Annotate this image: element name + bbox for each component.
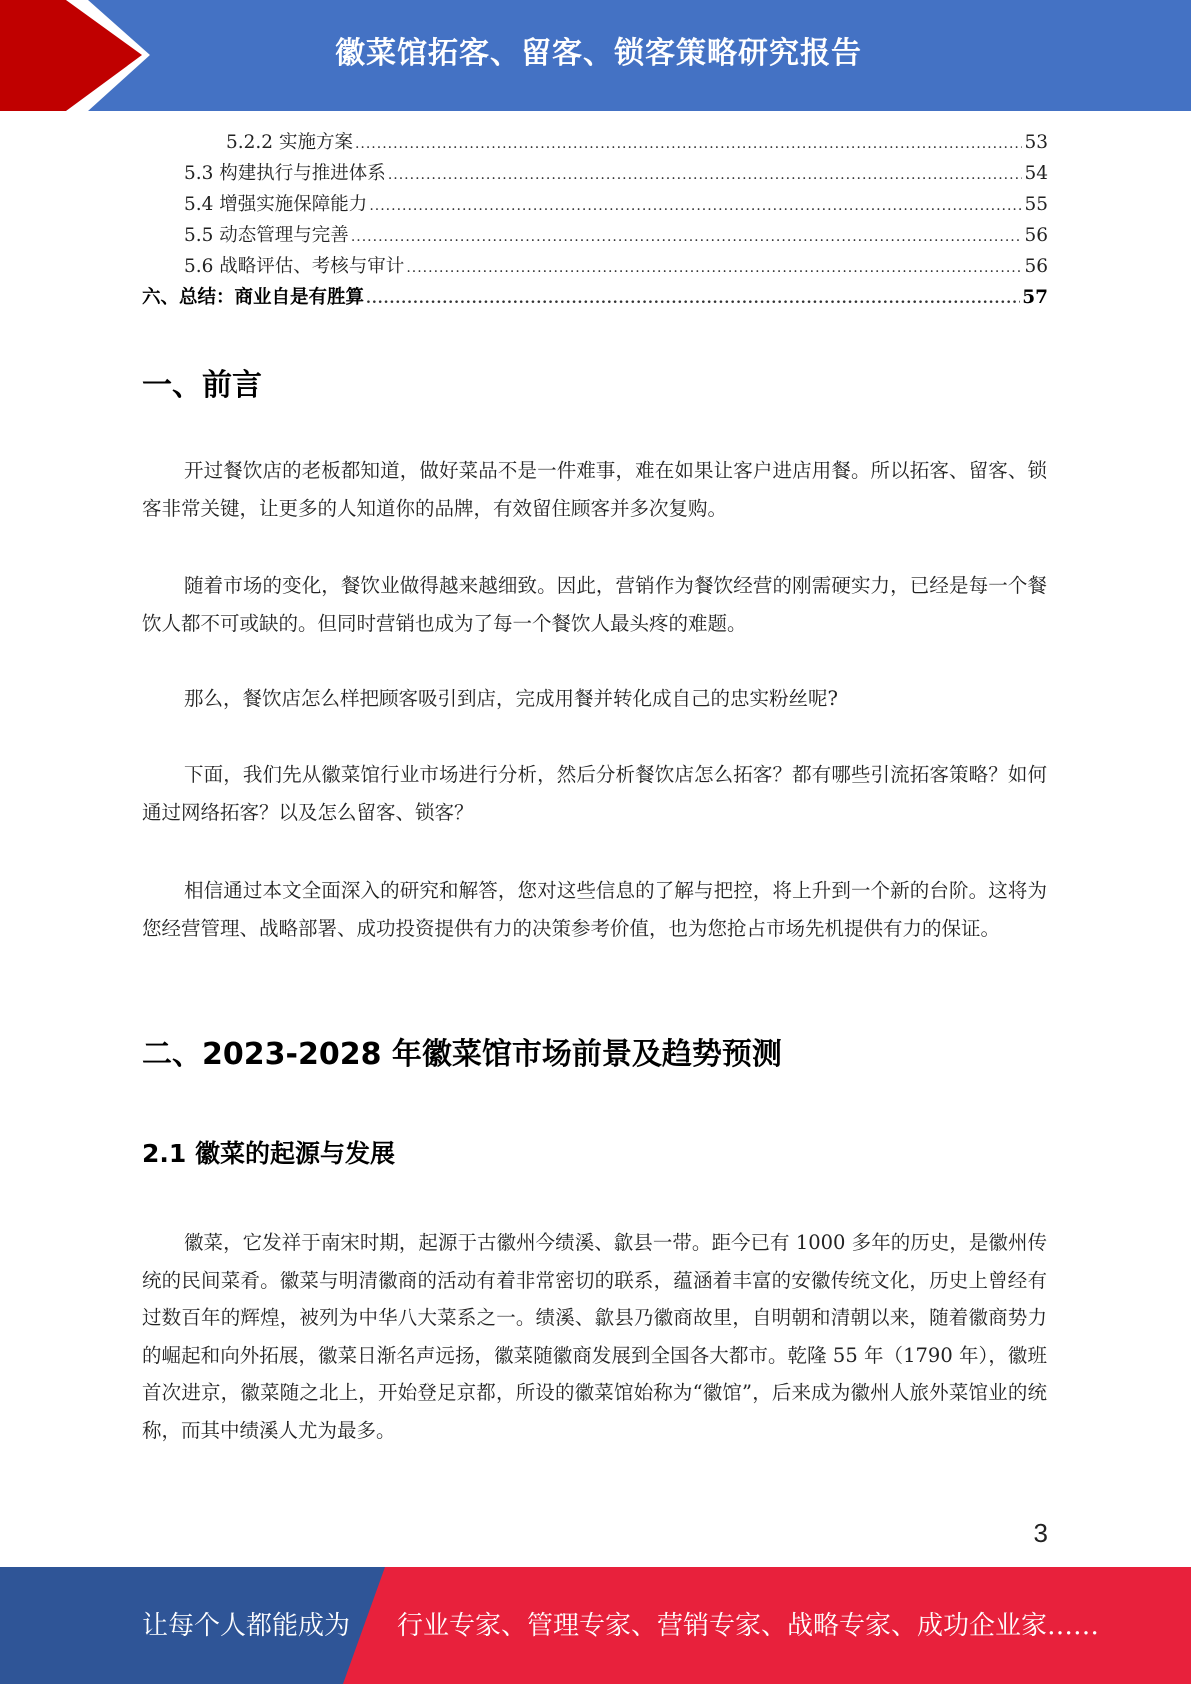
header-title: 徽菜馆拓客、留客、锁客策略研究报告: [335, 36, 862, 71]
toc-item[interactable]: [142, 252, 1048, 283]
toc-item-page: 53: [1024, 132, 1048, 153]
footer-slogan-right: 行业专家、管理专家、营销专家、战略专家、成功企业家……: [397, 1611, 1100, 1641]
toc-item-page: 54: [1024, 163, 1048, 184]
toc-leader-dots: [369, 198, 1022, 214]
section-heading-preface: 一、前言: [142, 368, 262, 403]
toc-item-page: 56: [1024, 256, 1048, 277]
toc-item[interactable]: [142, 283, 1048, 314]
toc-item-page: 56: [1024, 225, 1048, 246]
toc-item-label: 5.2.2 实施方案: [226, 132, 353, 153]
paragraph: 开过餐饮店的老板都知道，做好菜品不是一件难事，难在如果让客户进店用餐。所以拓客、留客、锁客非常关键，让更多的人知道你的品牌，有效留住顾客并多次复购。: [142, 459, 1047, 520]
toc-leader-dots: [355, 136, 1023, 152]
paragraph: 那么，餐饮店怎么样把顾客吸引到店，完成用餐并转化成自己的忠实粉丝呢?: [184, 687, 838, 710]
page-number: 3: [1033, 1518, 1048, 1548]
toc-item-label: 5.5 动态管理与完善: [184, 225, 349, 246]
toc-leader-dots: [388, 167, 1023, 183]
toc-item-label: 六、总结：商业自是有胜算: [142, 287, 365, 308]
paragraph: 相信通过本文全面深入的研究和解答，您对这些信息的了解与把控，将上升到一个新的台阶。这将为您经营管理、战略部署、成功投资提供有力的决策参考价值，也为您抢占市场先机提供有力的保证。: [142, 879, 1047, 940]
toc-leader-dots: [366, 291, 1020, 307]
toc-item[interactable]: [142, 159, 1048, 190]
toc-leader-dots: [351, 229, 1023, 245]
page-header: [0, 0, 1191, 111]
subsection-heading-origin: 2.1 徽菜的起源与发展: [142, 1139, 395, 1168]
toc-item-label: 5.3 构建执行与推进体系: [184, 163, 386, 184]
page-footer: [0, 1567, 1191, 1684]
toc-leader-dots: [406, 260, 1022, 276]
section-heading-market-outlook: 二、2023-2028 年徽菜馆市场前景及趋势预测: [142, 1037, 782, 1072]
toc-item[interactable]: [142, 221, 1048, 252]
toc-item[interactable]: [142, 190, 1048, 221]
toc-item-label: 5.4 增强实施保障能力: [184, 194, 368, 215]
paragraph: 下面，我们先从徽菜馆行业市场进行分析，然后分析餐饮店怎么拓客？都有哪些引流拓客策略？如何通过网络拓客？以及怎么留客、锁客？: [142, 763, 1047, 824]
toc-item-page: 55: [1024, 194, 1048, 215]
footer-slogan-left: 让每个人都能成为: [142, 1611, 351, 1641]
toc-item-label: 5.6 战略评估、考核与审计: [184, 256, 405, 277]
toc-item-page: 57: [1022, 287, 1048, 308]
toc-item[interactable]: [142, 128, 1048, 159]
paragraph: 随着市场的变化，餐饮业做得越来越细致。因此，营销作为餐饮经营的刚需硬实力，已经是每一个餐饮人都不可或缺的。但同时营销也成为了每一个餐饮人最头疼的难题。: [142, 574, 1047, 635]
table-of-contents: [142, 128, 1048, 314]
paragraph: 徽菜，它发祥于南宋时期，起源于古徽州今绩溪、歙县一带。距今已有 1000 多年的历史，是徽州传统的民间菜肴。徽菜与明清徽商的活动有着非常密切的联系，蕴涵着丰富的安徽传统文化，历史上曾经有过数百年的辉煌，被列为中华八大菜系之一。绩溪、歙县乃徽商故里，自明朝和清朝以来，随着徽商势力的崛起和向外拓展，徽菜日渐名声远扬，徽菜随徽商发展到全国各大都市。乾隆 55 年（1790 年），徽班首次进京，徽菜随之北上，开始登足京都，所设的徽菜馆始称为“徽馆”，后来成为徽州人旅外菜馆业的统称，而其中绩溪人尤为最多。: [142, 1231, 1047, 1442]
